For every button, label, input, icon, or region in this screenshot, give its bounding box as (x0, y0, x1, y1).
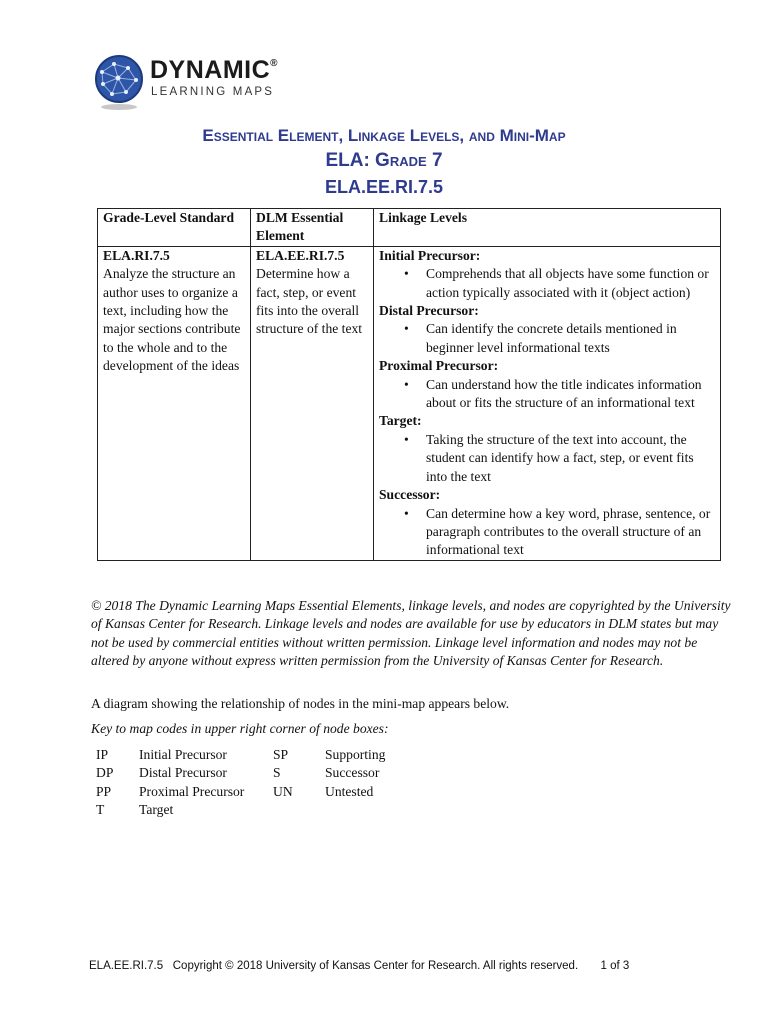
standard-code: ELA.RI.7.5 (103, 247, 170, 263)
key-code: IP (96, 747, 109, 762)
footer-page-number: 1 of 3 (600, 960, 630, 972)
key-code: UN (273, 783, 293, 799)
level-item-successor: • Can determine how a key word, phrase, sentence, or paragraph contributes to the overall structure of an informational text (426, 505, 716, 560)
diagram-note: A diagram showing the relationship of nodes in the mini-map appears below. (91, 696, 510, 711)
table-header-row (98, 209, 721, 247)
globe-icon (94, 54, 144, 114)
key-code: PP (96, 783, 112, 799)
header-linkage-levels: Linkage Levels (374, 209, 721, 247)
level-name-distal-precursor: Distal Precursor: (379, 303, 479, 319)
key-label: Target (139, 802, 174, 818)
level-item-initial-precursor: • Comprehends that all objects have some function or action typically associated with it (object action) (426, 265, 716, 302)
key-row (91, 746, 425, 764)
level-name-target: Target: (379, 413, 422, 429)
key-code: DP (96, 765, 114, 781)
level-name-successor: Successor: (379, 487, 441, 503)
key-heading: Key to map codes in upper right corner of node boxes: (91, 721, 389, 736)
key-label: Initial Precursor (139, 747, 227, 762)
level-item-distal-precursor: • Can identify the concrete details mentioned in beginner level informational texts (426, 320, 716, 357)
header-grade-level-standard: Grade-Level Standard (98, 209, 251, 247)
element-code-title: ELA.EE.RI.7.5 (324, 177, 444, 197)
page-footer (89, 960, 629, 972)
key-row (91, 783, 425, 801)
key-label: Proximal Precursor (139, 783, 245, 799)
key-label: Untested (325, 783, 374, 799)
map-code-key (91, 746, 425, 820)
document-title: Essential Element, Linkage Levels, and Mini-Map (202, 126, 566, 145)
footer-copyright: Copyright © 2018 University of Kansas Center for Research. All rights reserved. (172, 960, 579, 972)
level-item-target: • Taking the structure of the text into account, the student can identify how a fact, step, or event fits into the text (426, 431, 716, 486)
grade-title: ELA: Grade 7 (325, 150, 443, 171)
header-dlm-essential-element: DLM Essential Element (251, 209, 374, 247)
copyright-notice: © 2018 The Dynamic Learning Maps Essential Elements, linkage levels, and nodes are copyrighted by the University of Kansas Center for Research. Linkage levels and nodes are available for use by educators in DLM states but may not be used by commercial entities without written permission. Linkage level information and nodes may not be altered by anyone without express written permission from the University of Kansas Center for Research. (91, 598, 731, 669)
key-code (273, 801, 325, 819)
logo-subtitle: LEARNING MAPS (151, 86, 275, 98)
key-code: S (273, 765, 281, 781)
key-label: Distal Precursor (139, 765, 227, 781)
level-name-initial-precursor: Initial Precursor: (379, 247, 481, 263)
key-label (325, 801, 425, 819)
essential-element-code: ELA.EE.RI.7.5 (256, 247, 345, 263)
key-label: Supporting (325, 747, 386, 762)
key-row (91, 764, 425, 782)
essential-element-cell (251, 246, 374, 560)
key-row (91, 801, 425, 819)
footer-element-code: ELA.EE.RI.7.5 (89, 960, 164, 972)
linkage-table (97, 208, 721, 561)
linkage-levels-cell (374, 246, 721, 560)
level-name-proximal-precursor: Proximal Precursor: (379, 358, 499, 374)
key-code: SP (273, 747, 289, 762)
key-label: Successor (325, 765, 380, 781)
essential-element-text: Determine how a fact, step, or event fits into the overall structure of the text (256, 266, 363, 337)
logo-wordmark: DYNAMIC® (150, 56, 279, 84)
standard-cell (98, 246, 251, 560)
table-row (98, 246, 721, 560)
key-code: T (96, 802, 105, 818)
level-item-proximal-precursor: • Can understand how the title indicates information about or fits the structure of an informational text (426, 376, 716, 413)
dlm-logo (94, 52, 294, 116)
standard-text: Analyze the structure an author uses to organize a text, including how the major sections contribute to the whole and to the development of the ideas (103, 266, 241, 374)
